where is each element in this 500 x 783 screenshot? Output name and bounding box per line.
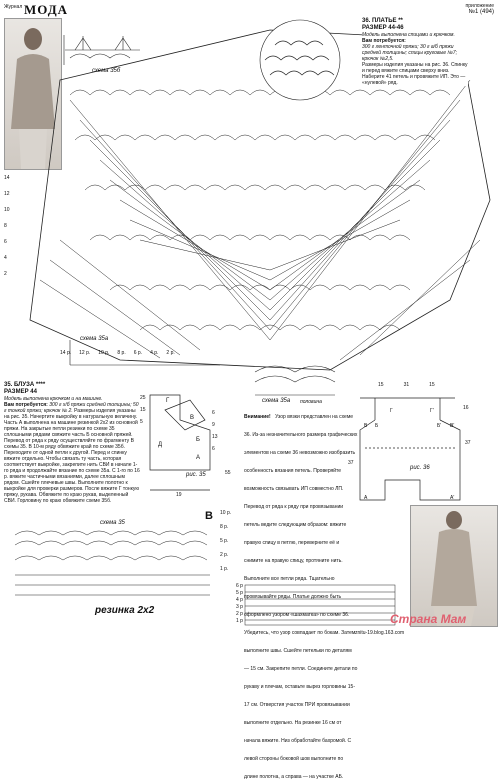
bottom-row-numbers [60,350,175,356]
row-label: 4 р [236,597,243,603]
figure-36-letter: В [364,423,368,429]
motif-35b [65,36,140,58]
figure-36-label: рис. 36 [410,465,430,471]
dimension: 15 [140,407,146,413]
dress-title: 36. ПЛАТЬЕ ** [362,18,403,24]
row-number: 6 [4,239,7,245]
figure-36-letter: А' [450,495,455,501]
dress-materials: 300 г ленточной пряжи; 30 г а/б пряжи средней толщины; спицы круговые №7; крючок №2,5. [362,44,457,62]
figure-35-letter: Б [196,437,200,443]
dimension: 37 [465,440,471,446]
supplement-label: приложение [465,3,494,9]
dimension: 15 [429,382,435,388]
model-photo-dress [410,505,498,627]
row-number: 10 [4,207,10,213]
figure-35-label: рис. 35 [186,472,206,478]
blouse-size: РАЗМЕР 44 [4,389,37,395]
magazine-small-label: Журнал [4,4,23,10]
dress-intro: Модель выполнена спицами и крючком. [362,32,455,38]
blouse-body: Размеры изделия указаны на рис. 35. Начертите выкройку в натуральную величину. Часть А выполнена на машине резинкой 2х2 из основной пряжи. На закрытые петли резинки по схеме 35 сплошными рядами свяжите часть Б основной пряжей. Перевод от ряда к ряду осуществляйте по фрагменту В схемы 35. В 10-м ряду обвяжите край по схеме 35б. Переходите от одной петли к другой. Перед и спинку вяжите отдельно. Чтобы связать ту часть, которая соответствует выкройке, закрепите нить СВИ в начале 1-го ряда и продолжайте вязание по схеме 35а. С 1-го по 16 р. вяжите частичными вязаниями, далее сплошным рядом. Сшейте плечевые швы. Выполните полотно к выкройке для проверки размеров. После вяжите Г тонкую пряжу, рукава. Обвяжите по краю рукав, выделенный СВИ. Горловину по краю обвяжите схеме 35б. [4,408,140,504]
dimension: 9 [212,422,215,428]
attention-block [244,405,358,780]
row-label: 5 р [236,590,243,596]
blouse-intro: Модель выполнена крючком и на машине. [4,396,103,402]
dimension: 55 [225,470,231,476]
watermark: Страна Мам [390,612,467,626]
dimension: 25 [140,395,146,401]
row-label: 1 р [236,618,243,624]
row-label: 3 р [236,604,243,610]
detail-circle [260,20,340,100]
scheme-35b-label: схема 35б [92,68,121,74]
row-number: 2 р. [166,350,175,356]
row-label: 10 р. [220,510,232,516]
dress-body: Размеры изделия указаны на рис. 36. Спинку и перед вяжите спицами сверху вниз. Наберите 41 петель и провяжите ИП. Это — «нулевой» ряд. [362,62,468,86]
row-number: 8 [4,223,7,229]
dimension: 5 [140,419,143,425]
dimension: 15 [378,382,384,388]
dress-size: РАЗМЕР 44-46 [362,25,404,31]
footer-url: znitu-19.blog.163.com [355,630,405,636]
rib-title: резинка 2х2 [95,605,155,616]
row-number: 6 р. [133,350,143,356]
scheme-35-letter-b: В [205,510,213,522]
dimension: 19 [176,492,182,498]
row-label: 2 р [236,611,243,617]
figure-35-dims-right [212,410,218,452]
row-number: 12 [4,191,10,197]
row-number: 8 р. [117,350,126,356]
figure-36-letter: Б [375,423,379,429]
blouse-title: 35. БЛУЗА **** [4,382,46,388]
dimension: 16 [463,405,469,411]
attention-title: Внимание! [244,414,271,420]
magazine-logo: МОДА [24,2,69,17]
row-label: 2 р. [220,552,229,558]
dimension: 6 [212,410,215,416]
scheme-35-title: схема 35 [100,520,125,526]
top-left-numbers [4,175,10,277]
figure-36-letter: Б' [437,423,442,429]
blouse-instructions [4,382,140,504]
model-dress-silhouette-icon [411,506,497,626]
figure-35-letter: В [190,415,195,421]
figure-35-dims [140,395,146,425]
issue-number: №1 (494) [468,9,494,15]
attention-body: Узор вязки представлен на схеме 36. Из-за незначительного размера графических элементов на схеме 36 невозможно изобразить особенность вязания петель. Проверяйте возможность связывать ИП совместно ЛП. Перевод от ряда к ряду при провязывании петель ведите следующим образом: вяжите правую спицу в петлю, переверните её и снимите на правую спицу, протяните нить. Выполните все петли ряда. Тщательно провязывайте ряды. Платье должно быть оформлено узором «шахматка» по схеме 36. Убедитесь, что узор совпадает по бокам. Затем выполните швы. Сшейте петельки по деталям — 15 см. Закрепите петли. Соедините детали по рукаву и плечам, оставьте вырез горловины 15-17 см. Отверстия участок ПРИ провязывании выполните отдельно. На резинке 16 см от начала вяжите. Низ обработайте бахромой. С левой стороны боковой шов выполните по длине полотна, а справа — на участке АБ. [244,414,358,780]
blouse-materials: 300 г х/б пряжи средней толщины; 50 г тонкой пряжи; крючок № 2. [4,402,139,414]
row-number: 10 р. [98,350,110,356]
scheme-35a-motif [255,366,335,395]
figure-36-letter: В' [450,423,455,429]
row-label: 8 р. [220,524,229,530]
figure-36-letter: А [364,495,368,501]
figure-35-letter: Г [166,398,170,404]
dress-materials-title: Вам потребуется: [362,38,406,44]
dimension: 13 [212,434,218,440]
figure-35-letter: А [196,455,201,461]
row-number: 4 р. [150,350,159,356]
row-label: 6 р [236,583,243,589]
figure-36-letter: Г [390,408,393,414]
row-number: 2 [4,271,7,277]
row-number: 14 [4,175,10,181]
scheme-35-row-labels [220,510,231,572]
dimension: 6 [212,446,215,452]
figure-35-letter: Д [158,442,163,448]
row-number: 12 р. [79,350,91,356]
dimension: 31 [403,382,410,388]
scheme-35a-top-label: схема 35а [80,336,109,342]
dimension: 37 [348,460,354,466]
rib-row-labels [236,583,243,624]
row-number: 14 р. [60,350,72,356]
row-number: 4 [4,255,7,261]
figure-36-dims-top [378,382,435,388]
figure-36-pattern [360,398,460,500]
blouse-materials-title: Вам потребуется: [4,402,48,408]
row-label: 1 р. [220,566,229,572]
row-label: 5 р. [220,538,229,544]
dress-instructions [362,18,468,86]
scheme-35a-mid-label: схема 35а [262,398,291,404]
scheme-35-chart [15,531,210,595]
half-label: половина [300,399,322,405]
figure-36-letter: Г' [430,408,434,414]
